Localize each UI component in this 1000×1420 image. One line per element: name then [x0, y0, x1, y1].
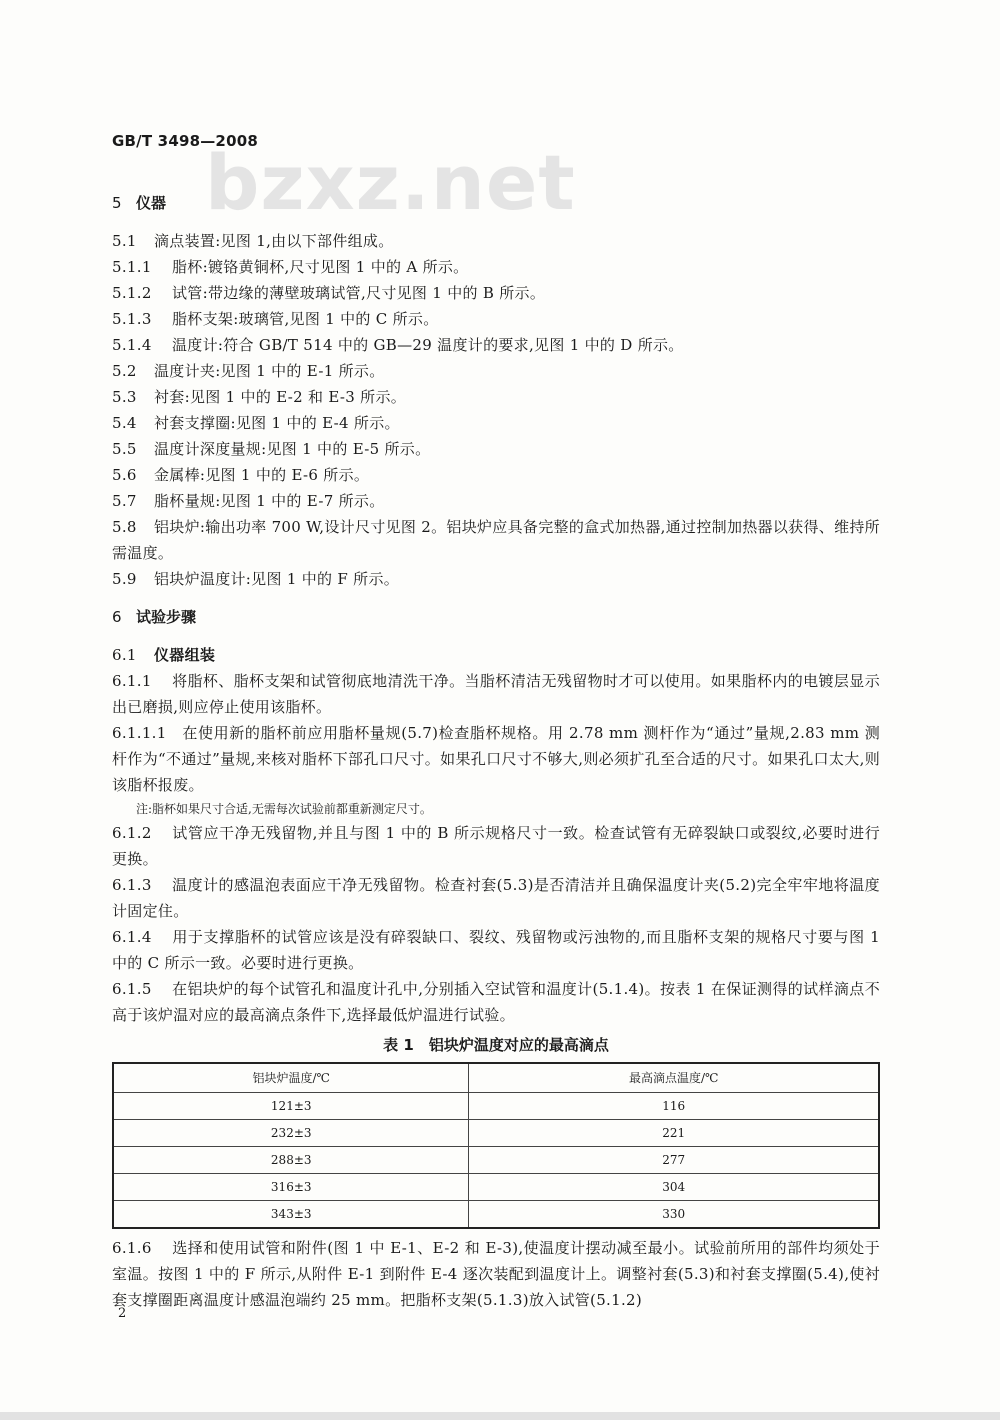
table-header-row	[113, 1063, 879, 1093]
column-header: 铝块炉温度/℃	[113, 1063, 469, 1093]
table-cell: 277	[469, 1147, 879, 1174]
page-number: 2	[118, 1306, 127, 1321]
clause-6-1-2: 6.1.2 试管应干净无残留物,并且与图 1 中的 B 所示规格尺寸一致。检查试管有无碎裂缺口或裂纹,必要时进行更换。	[112, 824, 880, 868]
column-header: 最高滴点温度/℃	[469, 1063, 879, 1093]
clause-6-1-5: 6.1.5 在铝块炉的每个试管孔和温度计孔中,分别插入空试管和温度计(5.1.4)。按表 1 在保证测得的试样滴点不高于该炉温对应的最高滴点条件下,选择最低炉温进行试验。	[112, 980, 880, 1024]
section-6-heading	[112, 604, 880, 630]
table-row	[113, 1120, 879, 1147]
section-title: 试验步骤	[136, 608, 197, 626]
clause-6-1-1: 6.1.1 将脂杯、脂杯支架和试管彻底地清洗干净。当脂杯清洁无残留物时才可以使用。如果脂杯内的电镀层显示出已磨损,则应停止使用该脂杯。	[112, 672, 880, 716]
clause-5-1-1: 5.1.1 脂杯:镀铬黄铜杯,尺寸见图 1 中的 A 所示。	[112, 258, 469, 276]
clause-6-1-3: 6.1.3 温度计的感温泡表面应干净无残留物。检查衬套(5.3)是否清洁并且确保温度计夹(5.2)完全牢牢地将温度计固定住。	[112, 876, 880, 920]
clause-5-5: 5.5 温度计深度量规:见图 1 中的 E-5 所示。	[112, 440, 431, 458]
section-5-heading	[112, 190, 880, 216]
table-cell: 343±3	[113, 1201, 469, 1229]
clause-5-9: 5.9 铝块炉温度计:见图 1 中的 F 所示。	[112, 570, 400, 588]
table-cell: 316±3	[113, 1174, 469, 1201]
table-cell: 330	[469, 1201, 879, 1229]
document-body	[112, 188, 880, 1313]
clause-5-3: 5.3 衬套:见图 1 中的 E-2 和 E-3 所示。	[112, 388, 407, 406]
table-cell: 232±3	[113, 1120, 469, 1147]
page-bottom-edge	[0, 1412, 1000, 1420]
furnace-temperature-table	[112, 1062, 880, 1229]
note: 注:脂杯如果尺寸合适,无需每次试验前都重新测定尺寸。	[136, 802, 432, 816]
section-number: 6	[112, 608, 122, 626]
clause-5-1: 5.1 滴点装置:见图 1,由以下部件组成。	[112, 232, 394, 250]
subsection-title: 仪器组装	[154, 646, 216, 664]
clause-5-2: 5.2 温度计夹:见图 1 中的 E-1 所示。	[112, 362, 385, 380]
table-cell: 116	[469, 1093, 879, 1120]
clause-5-6: 5.6 金属棒:见图 1 中的 E-6 所示。	[112, 466, 370, 484]
clause-5-1-3: 5.1.3 脂杯支架:玻璃管,见图 1 中的 C 所示。	[112, 310, 439, 328]
table-row	[113, 1174, 879, 1201]
table-title: 表 1 铝块炉温度对应的最高滴点	[383, 1036, 609, 1054]
section-title: 仪器	[136, 194, 167, 212]
table-row	[113, 1147, 879, 1174]
section-number: 5	[112, 194, 122, 212]
clause-6-1-4: 6.1.4 用于支撑脂杯的试管应该是没有碎裂缺口、裂纹、残留物或污浊物的,而且脂杯支架的规格尺寸要与图 1 中的 C 所示一致。必要时进行更换。	[112, 928, 880, 972]
table-cell: 288±3	[113, 1147, 469, 1174]
table-cell: 121±3	[113, 1093, 469, 1120]
standard-code: GB/T 3498—2008	[112, 132, 258, 150]
clause-5-8: 5.8 铝块炉:输出功率 700 W,设计尺寸见图 2。铝块炉应具备完整的盒式加热器,通过控制加热器以获得、维持所需温度。	[112, 518, 880, 562]
clause-6-1: 6.1 仪器组装	[112, 646, 216, 664]
clause-5-4: 5.4 衬套支撑圈:见图 1 中的 E-4 所示。	[112, 414, 400, 432]
watermark: bzxz.net	[205, 138, 576, 227]
table-cell: 304	[469, 1174, 879, 1201]
clause-5-1-2: 5.1.2 试管:带边缘的薄壁玻璃试管,尺寸见图 1 中的 B 所示。	[112, 284, 546, 302]
table-cell: 221	[469, 1120, 879, 1147]
table-row	[113, 1201, 879, 1229]
clause-6-1-1-1: 6.1.1.1 在使用新的脂杯前应用脂杯量规(5.7)检查脂杯规格。用 2.78 mm 测杆作为“通过”量规,2.83 mm 测杆作为“不通过”量规,来核对脂杯下部孔口尺寸。如果孔口尺寸不够大,则必须扩孔至合适的尺寸。如果孔口太大,则该脂杯报废。	[112, 724, 880, 794]
table-row	[113, 1093, 879, 1120]
clause-5-7: 5.7 脂杯量规:见图 1 中的 E-7 所示。	[112, 492, 385, 510]
clause-5-1-4: 5.1.4 温度计:符合 GB/T 514 中的 GB—29 温度计的要求,见图 1 中的 D 所示。	[112, 336, 684, 354]
clause-6-1-6: 6.1.6 选择和使用试管和附件(图 1 中 E-1、E-2 和 E-3),使温度计摆动减至最小。试验前所用的部件均须处于室温。按图 1 中的 F 所示,从附件 E-1 到附件 E-4 逐次装配到温度计上。调整衬套(5.3)和衬套支撑圈(5.4),使衬套支撑圈距离温度计感温泡端约 25 mm。把脂杯支架(5.1.3)放入试管(5.1.2)	[112, 1239, 880, 1309]
